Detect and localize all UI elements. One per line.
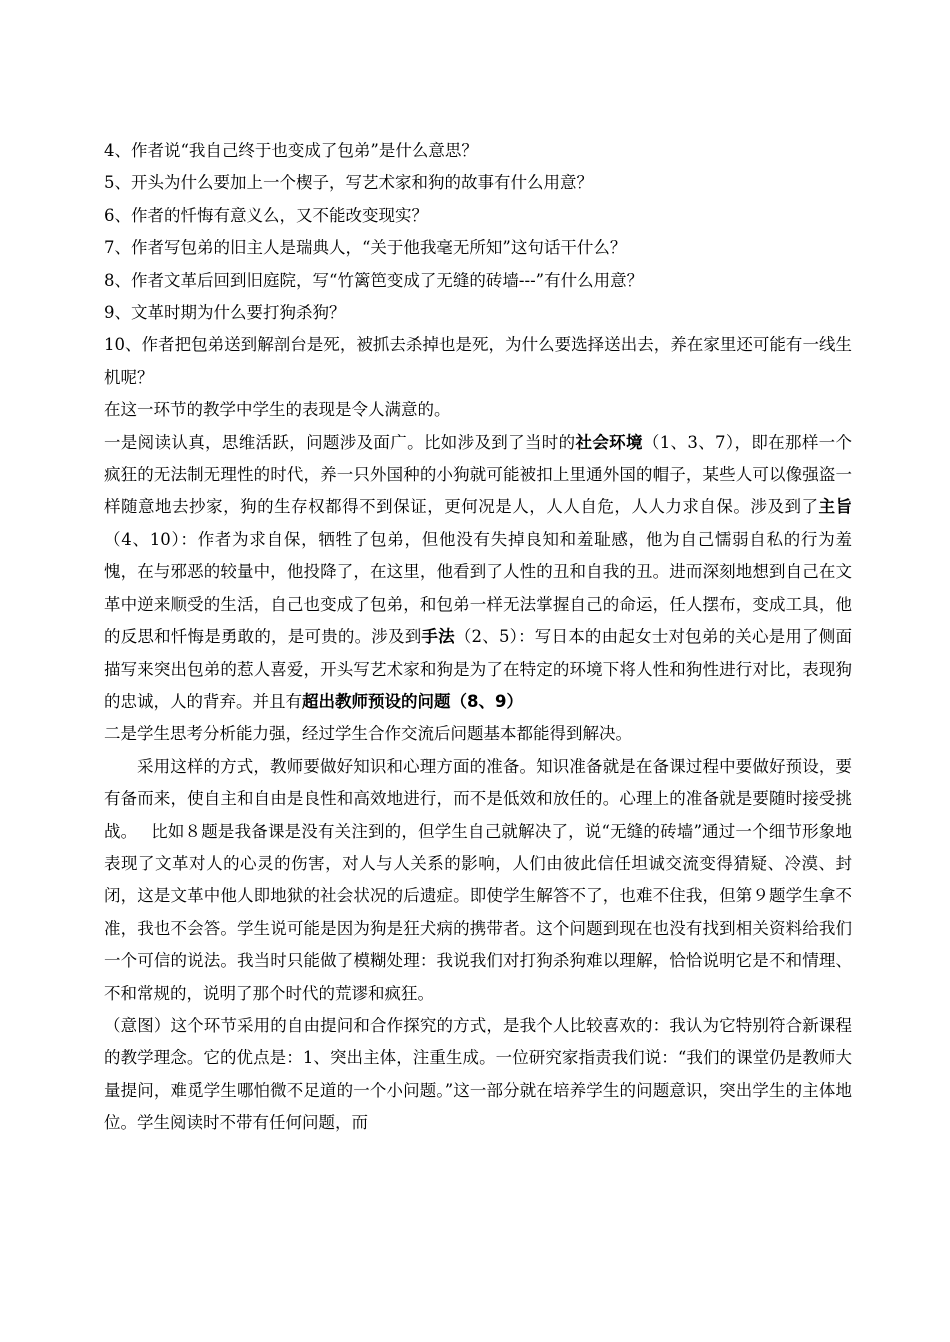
keyword-social-environment: 社会环境 (575, 432, 643, 452)
keyword-theme: 主旨 (818, 497, 853, 517)
question-4: 4、作者说“我自己终于也变成了包弟”是什么意思？ (104, 141, 478, 160)
point-one-text-2: （1、3、7），即在那样一个疯狂的无法制无理性的时代，养一只外国种的小狗就可能被扣上里通外国的帽子，某些人可以像强盗一样随意地去抄家，狗的生存权都得不到保证，更何况是人，人人自危，人人力求自保。涉及到了 (104, 432, 853, 517)
question-6: 6、作者的忏悔有意义么，又不能改变现实？ (104, 205, 428, 225)
question-9: 9、文革时期为什么要打狗杀狗？ (104, 303, 346, 323)
question-10: 10、作者把包弟送到解剖台是死，被抓去杀掉也是死，为什么要选择送出去，养在家里还可能有一线生机呢？ (104, 335, 852, 387)
question-8: 8、作者文革后回到旧庭院，写“竹篱笆变成了无缝的砖墙---”有什么用意？ (104, 270, 644, 290)
method-paragraph: 采用这样的方式，教师要做好知识和心理方面的准备。知识准备就是在备课过程中要做好预设，要有备而来，使自主和自由是良性和高效地进行，而不是低效和放任的。心理上的准备就是要随时接受挑战。 比如８题是我备课是没有关注到的，但学生自己就解决了，说“无缝的砖墙”通过一个细节形象地表现了文革对人的心灵的伤害，对人与人关系的影响，人们由彼此信任坦诚交流变得猜疑、冷漠、封闭，这是文革中他人即地狱的社会状况的后遗症。即使学生解答不了，也难不住我，但第９题学生拿不准，我也不会答。学生说可能是因为狗是狂犬病的携带者。这个问题到现在也没有找到相关资料给我们一个可信的说法。我当时只能做了模糊处理：我说我们对打狗杀狗难以理解，恰恰说明它是不和情理、不和常规的，说明了那个时代的荒谬和疯狂。 (104, 756, 852, 1003)
point-one-text-1: 一是阅读认真，思维活跃，问题涉及面广。比如涉及到了当时的 (104, 432, 576, 452)
keyword-technique: 手法 (421, 627, 455, 647)
point-two: 二是学生思考分析能力强，经过学生合作交流后问题基本都能得到解决。 (104, 724, 632, 744)
question-5: 5、开头为什么要加上一个楔子，写艺术家和狗的故事有什么用意？ (104, 173, 593, 193)
summary-sentence: 在这一环节的教学中学生的表现是令人满意的。 (104, 400, 451, 420)
point-one-text-3: （4、10）：作者为求自保，牺牲了包弟，但他没有失掉良知和羞耻感，他为自己懦弱自私的行为羞愧，在与邪恶的较量中，他投降了，在这里，他看到了人性的丑和自我的丑。进而深刻地想到自己在文革中逆来顺受的生活，自己也变成了包弟，和包弟一样无法掌握自己的命运，任人摆布，变成工具，他的反思和忏悔是勇敢的，是可贵的。涉及到 (104, 529, 852, 647)
question-7: 7、作者写包弟的旧主人是瑞典人，“关于他我毫无所知”这句话干什么？ (104, 238, 627, 258)
intent-paragraph: （意图）这个环节采用的自由提问和合作探究的方式，是我个人比较喜欢的：我认为它特别符合新课程的教学理念。它的优点是：1、突出主体，注重生成。一位研究家指责我们说：“我们的课堂仍是教师大量提问，难觅学生哪怕微不足道的一个小问题。”这一部分就在培养学生的问题意识，突出学生的主体地位。学生阅读时不带有任何问题，而 (104, 1015, 852, 1133)
document-page (104, 135, 852, 1140)
point-one-paragraph (104, 427, 852, 719)
keyword-beyond-preset: 超出教师预设的问题（8、9） (302, 691, 523, 711)
point-one-text-4: （2、5）：写日本的由起女士对包弟的关心是用了侧面描写来突出包弟的惹人喜爱，开头写艺术家和狗是为了在特定的环境下将人性和狗性进行对比，表现狗的忠诚，人的背弃。并且有 (104, 627, 853, 711)
